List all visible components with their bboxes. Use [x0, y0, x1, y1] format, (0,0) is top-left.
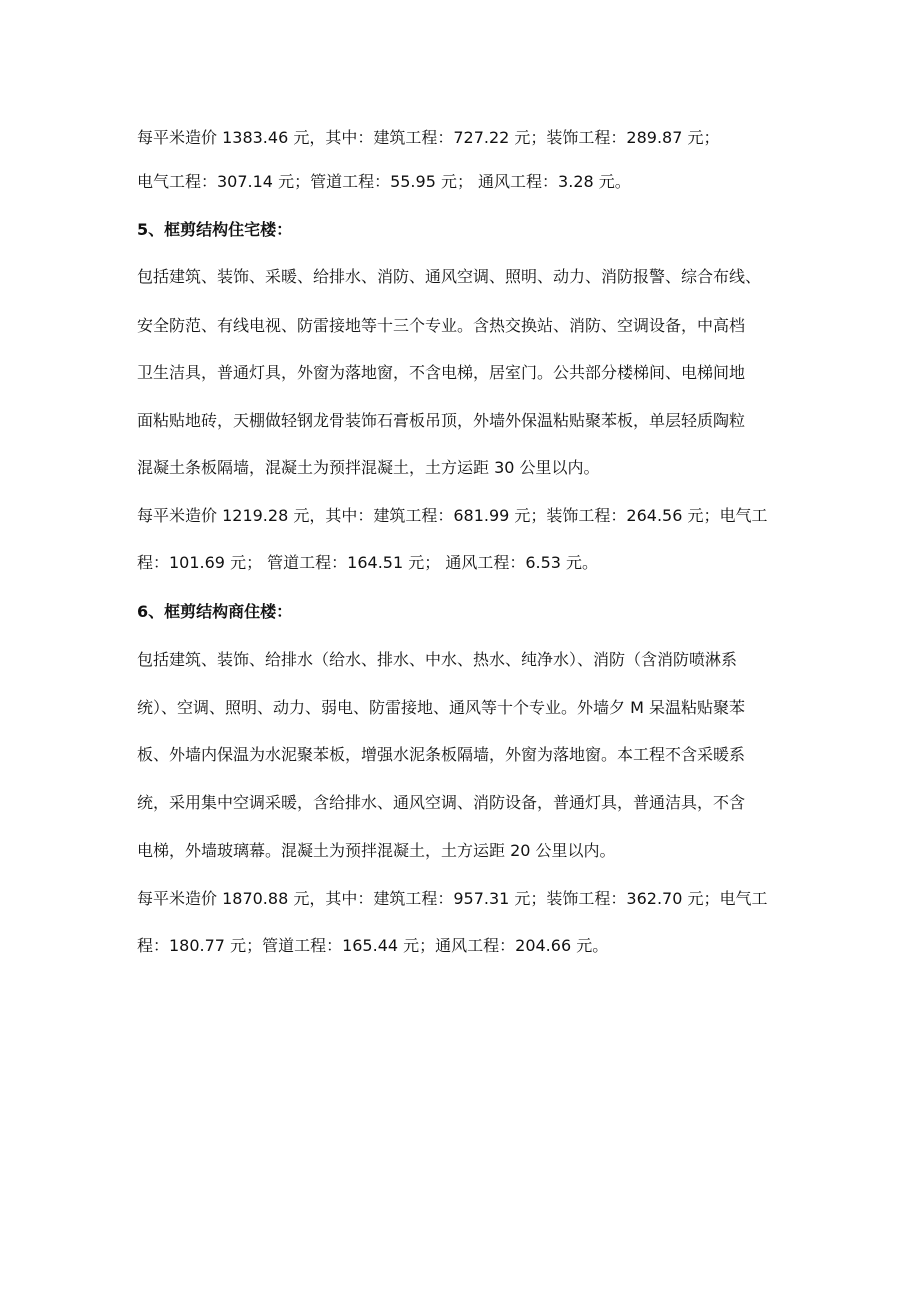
section-heading-6: 6、框剪结构商住楼：	[137, 602, 293, 621]
section-heading-5: 5、框剪结构住宅楼：	[137, 220, 293, 239]
cost-line-section5-b: 程：101.69 元； 管道工程：164.51 元； 通风工程：6.53 元。	[137, 553, 599, 572]
paragraph-line: 面粘贴地砖，天棚做轻钢龙骨装饰石膏板吊顶，外墙外保温粘贴聚苯板，单层轻质陶粒	[137, 411, 746, 430]
paragraph-line: 电梯，外墙玻璃幕。混凝土为预拌混凝土，土方运距 20 公里以内。	[137, 841, 616, 860]
cost-line-section4-a: 每平米造价 1383.46 元，其中：建筑工程：727.22 元；装饰工程：289.87 元；	[137, 128, 720, 147]
paragraph-line: 安全防范、有线电视、防雷接地等十三个专业。含热交换站、消防、空调设备，中高档	[137, 316, 746, 335]
paragraph-line: 包括建筑、装饰、采暖、给排水、消防、通风空调、照明、动力、消防报警、综合布线、	[137, 267, 762, 286]
paragraph-line: 统）、空调、照明、动力、弱电、防雷接地、通风等十个专业。外墙夕 M 呆温粘贴聚苯	[137, 698, 745, 717]
paragraph-line: 统，采用集中空调采暖，含给排水、通风空调、消防设备，普通灯具，普通洁具，不含	[137, 793, 746, 812]
cost-line-section5-a: 每平米造价 1219.28 元，其中：建筑工程：681.99 元；装饰工程：264.56 元；电气工	[137, 506, 768, 525]
cost-line-section6-b: 程：180.77 元；管道工程：165.44 元；通风工程：204.66 元。	[137, 936, 609, 955]
paragraph-line: 混凝土条板隔墙，混凝土为预拌混凝土，土方运距 30 公里以内。	[137, 458, 600, 477]
cost-line-section4-b: 电气工程：307.14 元；管道工程：55.95 元； 通风工程：3.28 元。	[137, 172, 631, 191]
cost-line-section6-a: 每平米造价 1870.88 元，其中：建筑工程：957.31 元；装饰工程：362.70 元；电气工	[137, 889, 768, 908]
paragraph-line: 包括建筑、装饰、给排水（给水、排水、中水、热水、纯净水）、消防（含消防喷淋系	[137, 650, 738, 669]
paragraph-line: 板、外墙内保温为水泥聚苯板，增强水泥条板隔墙，外窗为落地窗。本工程不含采暖系	[137, 745, 746, 764]
paragraph-line: 卫生洁具，普通灯具，外窗为落地窗，不含电梯，居室门。公共部分楼梯间、电梯间地	[137, 363, 746, 382]
